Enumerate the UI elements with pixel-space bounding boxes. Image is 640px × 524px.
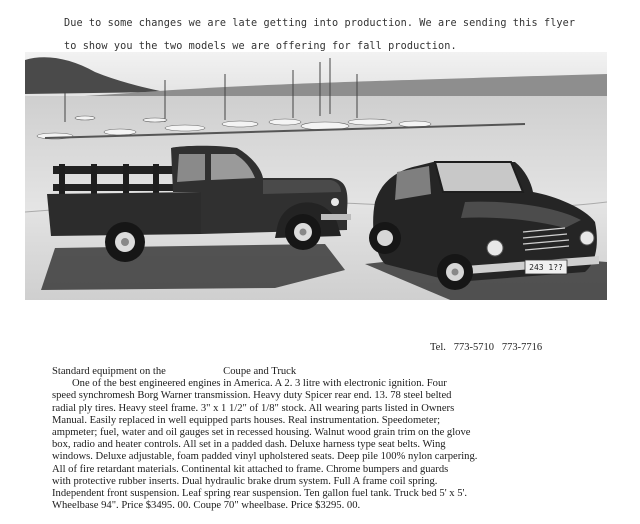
coupe-plate-text: 243 1?? xyxy=(529,263,563,272)
spec-line: radial ply tires. Heavy steel frame. 3" x 1 1/2" of 1/8" stock. All wearing parts listed in Owners xyxy=(52,402,455,414)
tel-label: Tel. xyxy=(430,342,446,353)
spec-line: windows. Deluxe adjustable, foam padded vinyl upholstered seats. Deep pile 100% nylon carpering. xyxy=(52,451,478,463)
spec-line: speed synchromesh Borg Warner transmission. Heavy duty Spicer rear end. 13. 78 steel belted xyxy=(52,390,452,402)
spec-line: Independent front suspension. Leaf spring rear suspension. Ten gallon fuel tank. Truck bed 5' x 5'. xyxy=(52,488,468,500)
spec-line: with protective rubber inserts. Dual hydraulic brake drum system. Full A frame coil spring. xyxy=(52,475,438,487)
spec-line: One of the best engineered engines in America. A 2. 3 litre with electronic ignition. Four xyxy=(72,378,447,390)
phone-number-2: 773-7716 xyxy=(501,342,543,353)
equipment-description xyxy=(52,366,612,512)
spec-line: ampmeter; fuel, water and oil gauges set in recessed housing. Walnut wood grain trim on the glove xyxy=(52,427,471,439)
heading-prefix: Standard equipment on the xyxy=(52,366,166,377)
spec-line: box, radio and heater controls. All set in a padded dash. Deluxe harness type seat belts. Wing xyxy=(52,439,446,451)
spec-line: Wheelbase 94". Price $3495. 00. Coupe 70" wheelbase. Price $3295. 00. xyxy=(52,500,361,512)
vehicle-photo xyxy=(25,52,607,300)
spec-line: Manual. Easily replaced in well equipped parts houses. Real instrumentation. Speedometer; xyxy=(52,414,441,426)
intro-line-1: Due to some changes we are late getting into production. We are sending this flyer xyxy=(64,18,576,29)
equipment-heading xyxy=(52,366,612,378)
heading-suffix: Coupe and Truck xyxy=(223,366,297,377)
phone-number-1: 773-5710 xyxy=(453,342,495,353)
spec-line: All of fire retardant materials. Continental kit attached to frame. Chrome bumpers and guards xyxy=(52,463,449,475)
contact-phones xyxy=(430,342,542,353)
intro-line-2: to show you the two models we are offering for fall production. xyxy=(64,41,457,52)
